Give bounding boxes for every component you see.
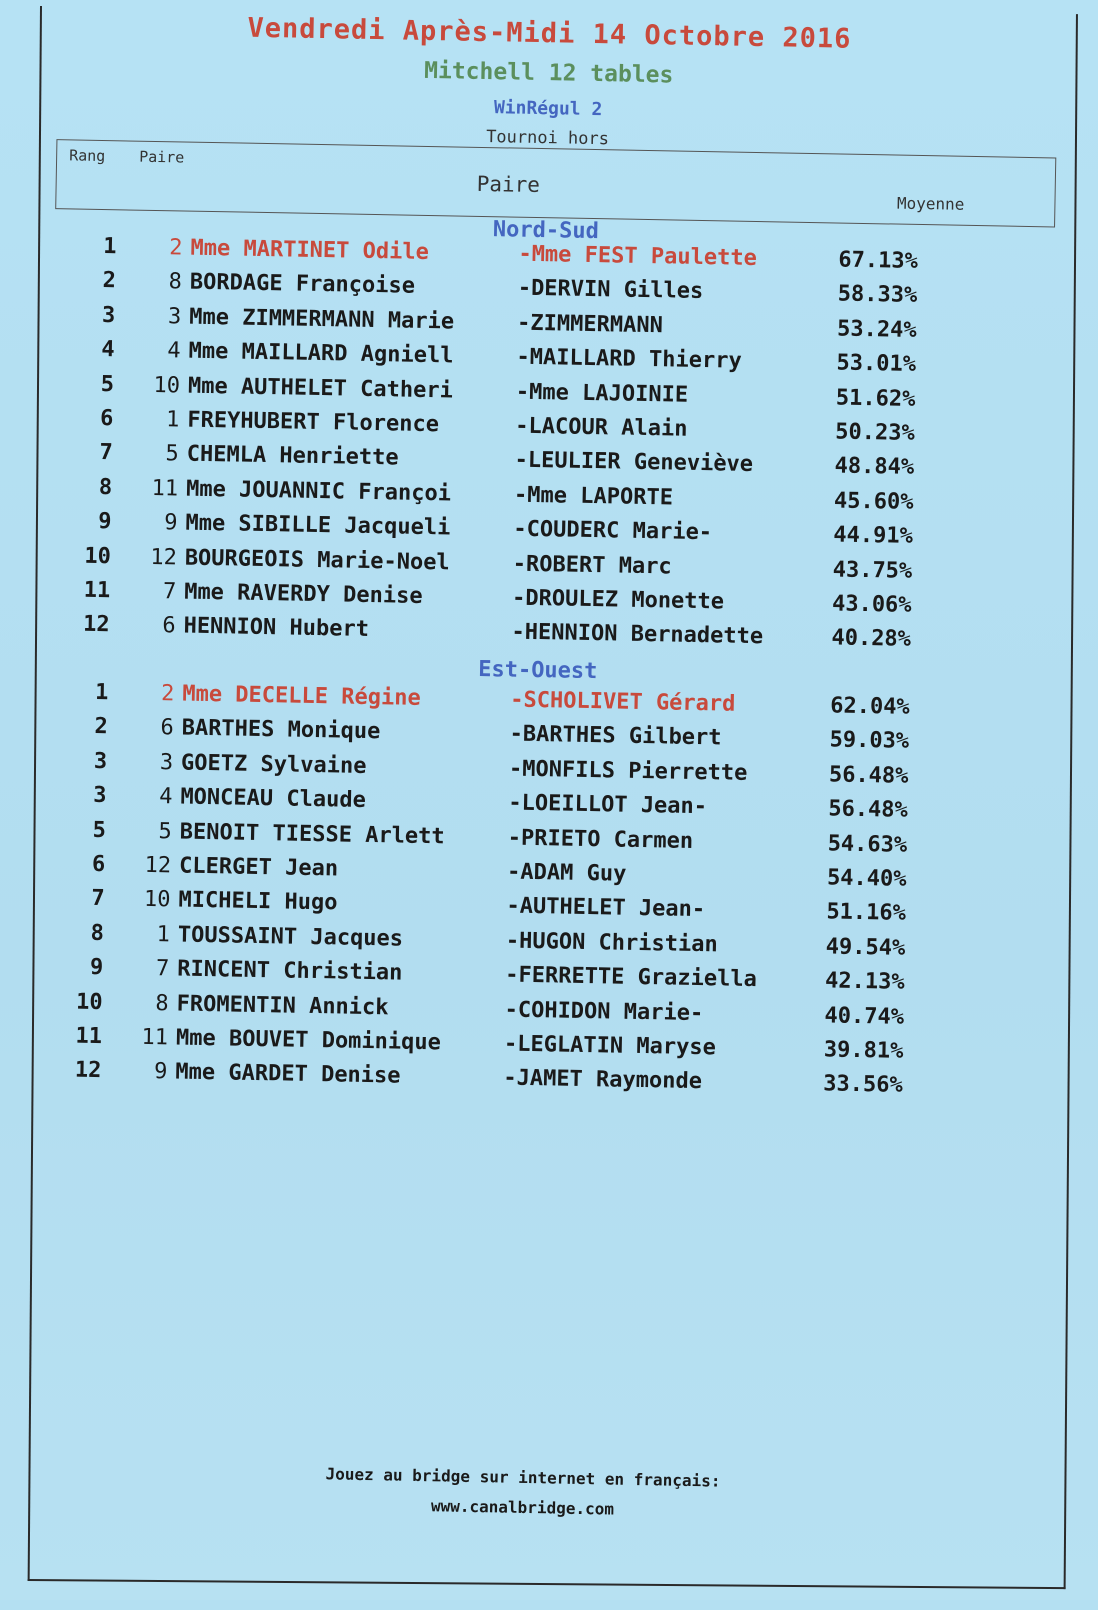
pair-number-cell: 6 (160, 715, 174, 741)
player2-name: -ROBERT Marc (512, 551, 672, 580)
rank-cell: 12 (74, 1058, 102, 1084)
score-percent: 51.16% (826, 899, 907, 927)
player2-name: -HENNION Bernadette (511, 619, 764, 650)
player2-name: -LOEILLOT Jean- (508, 790, 708, 820)
pair-number-cell: 4 (167, 338, 181, 364)
player2-name: -AUTHELET Jean- (506, 893, 706, 923)
rank-cell: 7 (99, 440, 113, 466)
pair-number-cell: 3 (159, 749, 174, 776)
pair-number-cell: 9 (163, 510, 178, 536)
player2-name: -ADAM Guy (506, 859, 627, 887)
pair-number-cell: 2 (160, 681, 175, 707)
player1-name: BOURGEOIS Marie-Noel (184, 545, 450, 576)
footer-promo: Jouez au bridge sur internet en français: (325, 1464, 721, 1491)
player2-name: -PRIETO Carmen (507, 825, 694, 854)
score-percent: 59.03% (829, 727, 910, 755)
player1-name: Mme RAVERDY Denise (183, 579, 423, 609)
pair-number-cell: 11 (141, 1024, 169, 1051)
player2-name: -LEULIER Geneviève (514, 447, 754, 478)
score-percent: 42.13% (824, 968, 905, 996)
player2-name: -LEGLATIN Maryse (503, 1031, 717, 1061)
header-paire-names: Paire (476, 171, 541, 198)
pair-number-cell: 4 (158, 784, 173, 810)
player1-name: HENNION Hubert (183, 613, 370, 643)
rank-cell: 10 (84, 543, 112, 569)
rank-cell: 8 (98, 474, 113, 501)
rank-cell: 12 (82, 612, 110, 638)
score-percent: 53.01% (836, 350, 917, 378)
player1-name: TOUSSAINT Jacques (177, 922, 404, 952)
rank-cell: 5 (92, 817, 107, 843)
player1-name: Mme SIBILLE Jacqueli (185, 510, 451, 541)
player1-name: CLERGET Jean (178, 853, 339, 882)
player1-name: FROMENTIN Annick (176, 991, 389, 1020)
section-title-est-ouest: Est-Ouest (477, 656, 598, 685)
pair-number-cell: 2 (169, 235, 183, 261)
player2-name: -FERRETTE Graziella (504, 962, 758, 993)
pair-number-cell: 3 (167, 304, 182, 330)
player1-name: Mme BOUVET Dominique (175, 1025, 442, 1056)
rank-cell: 9 (89, 955, 104, 981)
rank-cell: 9 (97, 509, 112, 535)
rank-cell: 1 (94, 679, 109, 706)
pair-number-cell: 12 (150, 544, 178, 571)
rank-cell: 7 (91, 886, 105, 912)
score-percent: 45.60% (833, 488, 914, 515)
score-percent: 49.54% (825, 934, 906, 961)
score-percent: 44.91% (833, 522, 914, 550)
header-paire-number: Paire (138, 147, 185, 167)
player1-name: FREYHUBERT Florence (187, 407, 440, 438)
player2-name: -DERVIN Gilles (517, 276, 704, 305)
score-percent: 56.48% (828, 762, 909, 789)
pair-number-cell: 7 (162, 579, 177, 605)
rank-cell: 10 (75, 989, 103, 1015)
player2-name: -SCHOLIVET Gérard (510, 687, 736, 717)
rank-cell: 8 (90, 920, 105, 946)
score-percent: 54.63% (827, 830, 908, 858)
player1-name: MONCEAU Claude (180, 784, 367, 814)
pair-number-cell: 5 (158, 818, 173, 844)
player1-name: Mme GARDET Denise (175, 1059, 401, 1090)
pair-number-cell: 11 (151, 475, 179, 502)
footer-url: www.canalbridge.com (430, 1496, 615, 1519)
tournament-format: Mitchell 12 tables (423, 57, 674, 89)
header-rang: Rang (69, 146, 106, 166)
player2-name: -Mme FEST Paulette (518, 241, 758, 272)
player1-name: MICHELI Hugo (178, 887, 338, 916)
pair-number-cell: 9 (153, 1059, 168, 1085)
section-title-nord-sud: Nord-Sud (492, 217, 600, 245)
pair-number-cell: 12 (144, 852, 172, 879)
player2-name: -BARTHES Gilbert (509, 721, 722, 751)
score-percent: 40.74% (824, 1002, 905, 1030)
player2-name: -MAILLARD Thierry (516, 344, 742, 374)
player1-name: Mme MARTINET Odile (190, 235, 430, 265)
player2-name: -DROULEZ Monette (511, 585, 725, 615)
score-percent: 67.13% (838, 247, 919, 274)
rank-cell: 1 (103, 234, 117, 260)
pair-number-cell: 7 (155, 956, 170, 982)
player1-name: RINCENT Christian (177, 956, 403, 986)
score-percent: 54.40% (826, 865, 907, 892)
pair-number-cell: 6 (162, 613, 176, 639)
score-percent: 53.24% (836, 316, 917, 343)
score-percent: 48.84% (834, 453, 915, 481)
rank-cell: 3 (101, 302, 116, 329)
player1-name: Mme ZIMMERMANN Marie (189, 304, 455, 335)
player1-name: CHEMLA Henriette (186, 441, 399, 471)
score-percent: 43.75% (832, 557, 913, 584)
header-moyenne: Moyenne (896, 193, 965, 214)
player1-name: Mme JOUANNIC Françoi (185, 476, 452, 507)
score-percent: 50.23% (835, 419, 915, 446)
tournament-type: Tournoi hors (485, 127, 610, 150)
pair-number-cell: 10 (143, 887, 171, 913)
score-percent: 39.81% (823, 1037, 904, 1064)
player2-name: -ZIMMERMANN (516, 310, 664, 339)
rank-cell: 4 (101, 337, 115, 363)
score-percent: 62.04% (829, 693, 910, 720)
player2-name: -Mme LAPORTE (513, 482, 674, 511)
player1-name: BENOIT TIESSE Arlett (179, 819, 445, 849)
rank-cell: 11 (75, 1023, 103, 1050)
player1-name: BARTHES Monique (181, 715, 381, 745)
software-name: WinRégul 2 (493, 97, 603, 121)
player2-name: -COUDERC Marie- (513, 516, 713, 546)
player1-name: Mme DECELLE Régine (182, 681, 421, 711)
score-percent: 43.06% (831, 591, 912, 618)
player1-name: Mme AUTHELET Catheri (187, 373, 454, 404)
player2-name: -JAMET Raymonde (503, 1065, 703, 1095)
rank-cell: 5 (100, 371, 115, 397)
page-title: Vendredi Après-Midi 14 Octobre 2016 (247, 12, 852, 55)
score-percent: 58.33% (837, 281, 918, 309)
pair-number-cell: 10 (153, 372, 181, 399)
pair-number-cell: 8 (168, 269, 183, 295)
player1-name: BORDAGE Françoise (189, 270, 416, 300)
rank-cell: 6 (91, 851, 106, 878)
player2-name: -LACOUR Alain (515, 413, 688, 442)
pair-number-cell: 5 (165, 441, 179, 467)
player2-name: -COHIDON Marie- (504, 997, 704, 1026)
score-percent: 33.56% (823, 1071, 903, 1099)
rank-cell: 2 (94, 714, 108, 740)
player1-name: GOETZ Sylvaine (180, 750, 367, 779)
score-percent: 40.28% (831, 625, 912, 653)
rank-cell: 6 (99, 406, 114, 432)
pair-number-cell: 8 (155, 990, 169, 1016)
pair-number-cell: 1 (156, 921, 171, 948)
player2-name: -HUGON Christian (505, 928, 718, 958)
rank-cell: 2 (102, 268, 117, 294)
rank-cell: 3 (93, 748, 108, 774)
pair-number-cell: 1 (165, 407, 180, 433)
score-percent: 51.62% (835, 385, 916, 412)
rank-cell: 3 (92, 783, 107, 809)
player1-name: Mme MAILLARD Agniell (188, 338, 454, 369)
rank-cell: 11 (83, 577, 111, 604)
score-percent: 56.48% (828, 796, 909, 824)
player2-name: -Mme LAJOINIE (515, 379, 689, 408)
player2-name: -MONFILS Pierrette (508, 756, 748, 786)
